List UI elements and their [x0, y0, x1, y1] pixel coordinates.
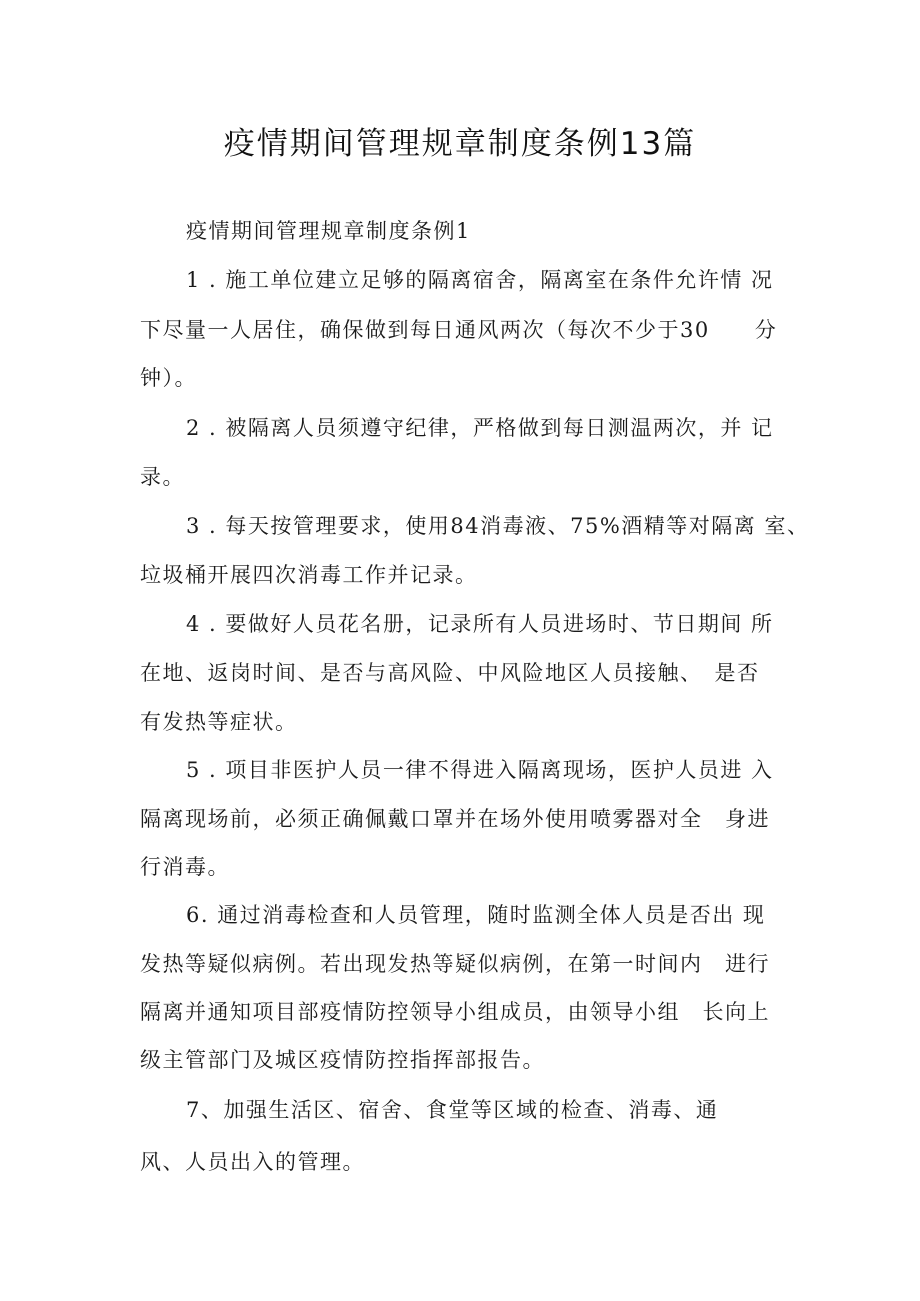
- paragraph-4-line-1: 4 . 要做好人员花名册，记录所有人员进场时、节日期间 所: [186, 612, 774, 636]
- paragraph-1-line-2: 下尽量一人居住，确保做到每日通风两次（每次不少于30 分: [140, 318, 778, 342]
- paragraph-7-line-2: 风、人员出入的管理。: [140, 1150, 365, 1174]
- paragraph-7-line-1: 7、加强生活区、宿舍、食堂等区域的检查、消毒、通: [186, 1098, 719, 1122]
- paragraph-6-line-4: 级主管部门及城区疫情防控指挥部报告。: [140, 1048, 545, 1072]
- paragraph-1-line-1: 1 . 施工单位建立足够的隔离宿舍，隔离室在条件允许情 况: [186, 268, 774, 292]
- section-heading: 疫情期间管理规章制度条例1: [186, 219, 471, 243]
- paragraph-4-line-3: 有发热等症状。: [140, 710, 298, 734]
- paragraph-2-line-1: 2 . 被隔离人员须遵守纪律，严格做到每日测温两次，并 记: [186, 416, 774, 440]
- paragraph-2-line-2: 录。: [140, 465, 185, 489]
- paragraph-5-line-3: 行消毒。: [140, 855, 230, 879]
- paragraph-4-line-2: 在地、返岗时间、是否与高风险、中风险地区人员接触、 是否: [140, 661, 760, 685]
- paragraph-3-line-2: 垃圾桶开展四次消毒工作并记录。: [140, 563, 478, 587]
- paragraph-1-line-3: 钟）。: [140, 366, 197, 390]
- paragraph-5-line-2: 隔离现场前，必须正确佩戴口罩并在场外使用喷雾器对全 身进: [140, 807, 770, 831]
- paragraph-6-line-3: 隔离并通知项目部疫情防控领导小组成员，由领导小组 长向上: [140, 1000, 770, 1024]
- paragraph-6-line-2: 发热等疑似病例。若出现发热等疑似病例，在第一时间内 进行: [140, 952, 770, 976]
- document-title: 疫情期间管理规章制度条例13篇: [223, 126, 697, 162]
- paragraph-5-line-1: 5 . 项目非医护人员一律不得进入隔离现场，医护人员进 入: [186, 758, 774, 782]
- paragraph-6-line-1: 6. 通过消毒检查和人员管理，随时监测全体人员是否出 现: [186, 903, 766, 927]
- paragraph-3-line-1: 3 . 每天按管理要求，使用84消毒液、75%酒精等对隔离 室、: [186, 514, 810, 538]
